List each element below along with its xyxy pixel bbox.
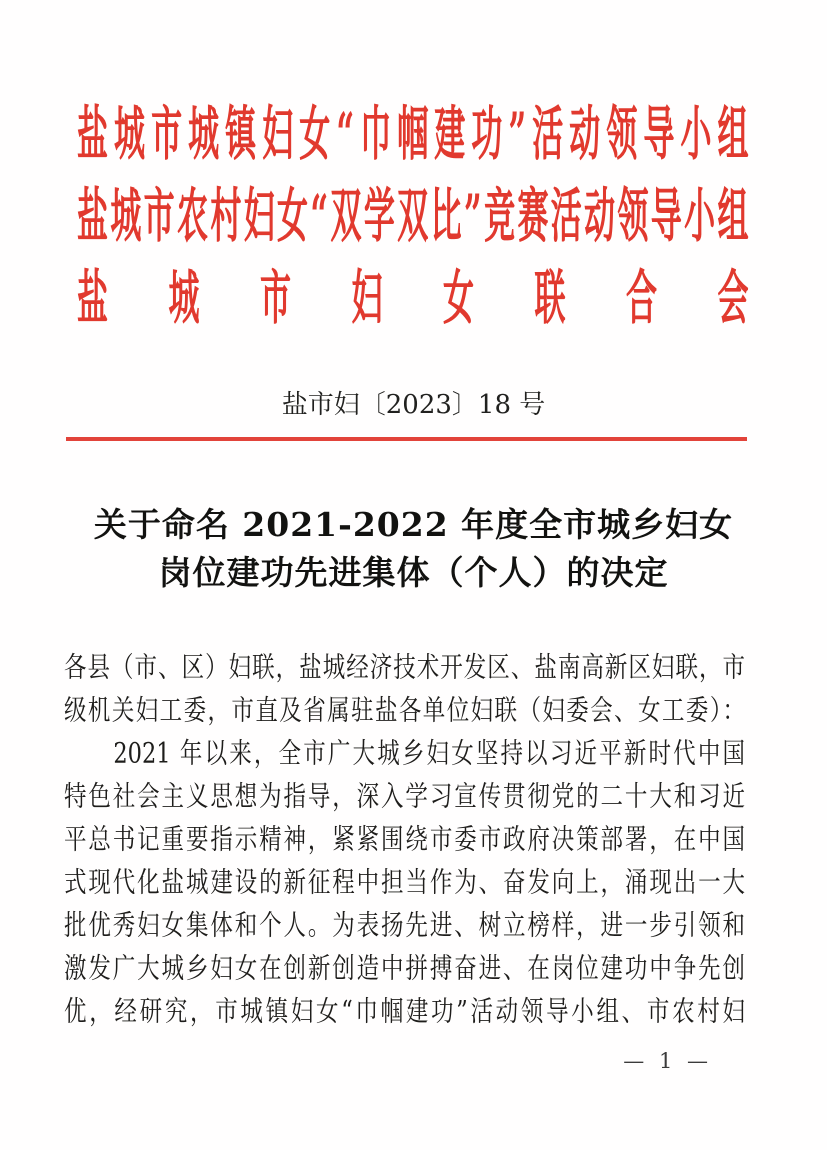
page-number: — 1 —	[623, 1049, 712, 1073]
body-line: 2021 年以来，全市广大城乡妇女坚持以习近平新时代中国	[64, 737, 745, 770]
letterhead-line-1: 盐城市城镇妇女“巾帼建功”活动领导小组	[77, 101, 749, 169]
body-line: 批优秀妇女集体和个人。为表扬先进、树立榜样，进一步引领和	[64, 909, 745, 942]
letterhead	[77, 94, 749, 340]
body-line: 优，经研究，市城镇妇女“巾帼建功”活动领导小组、市农村妇	[64, 995, 745, 1028]
document-body	[64, 647, 745, 1034]
body-line: 各县（市、区）妇联，盐城经济技术开发区、盐南高新区妇联，市	[64, 651, 745, 684]
red-divider-rule	[66, 437, 747, 441]
title-line-2: 岗位建功先进集体（个人）的决定	[158, 553, 669, 592]
letterhead-line-2: 盐城市农村妇女“双学双比”竞赛活动领导小组	[77, 183, 749, 251]
document-title	[0, 501, 827, 597]
body-line: 特色社会主义思想为指导，深入学习宣传贯彻党的二十大和习近	[64, 780, 745, 813]
title-line-1: 关于命名 2021-2022 年度全市城乡妇女	[93, 505, 734, 544]
body-line: 激发广大城乡妇女在创新创造中拼搏奋进、在岗位建功中争先创	[64, 952, 745, 985]
letterhead-line-3: 盐城市妇女联合会	[77, 265, 749, 333]
body-line: 级机关妇工委，市直及省属驻盐各单位妇联（妇委会、女工委）：	[64, 694, 745, 727]
body-line: 式现代化盐城建设的新征程中担当作为、奋发向上，涌现出一大	[64, 866, 745, 899]
document-number: 盐市妇〔2023〕18 号	[281, 390, 546, 420]
body-line: 平总书记重要指示精神，紧紧围绕市委市政府决策部署，在中国	[64, 823, 745, 856]
